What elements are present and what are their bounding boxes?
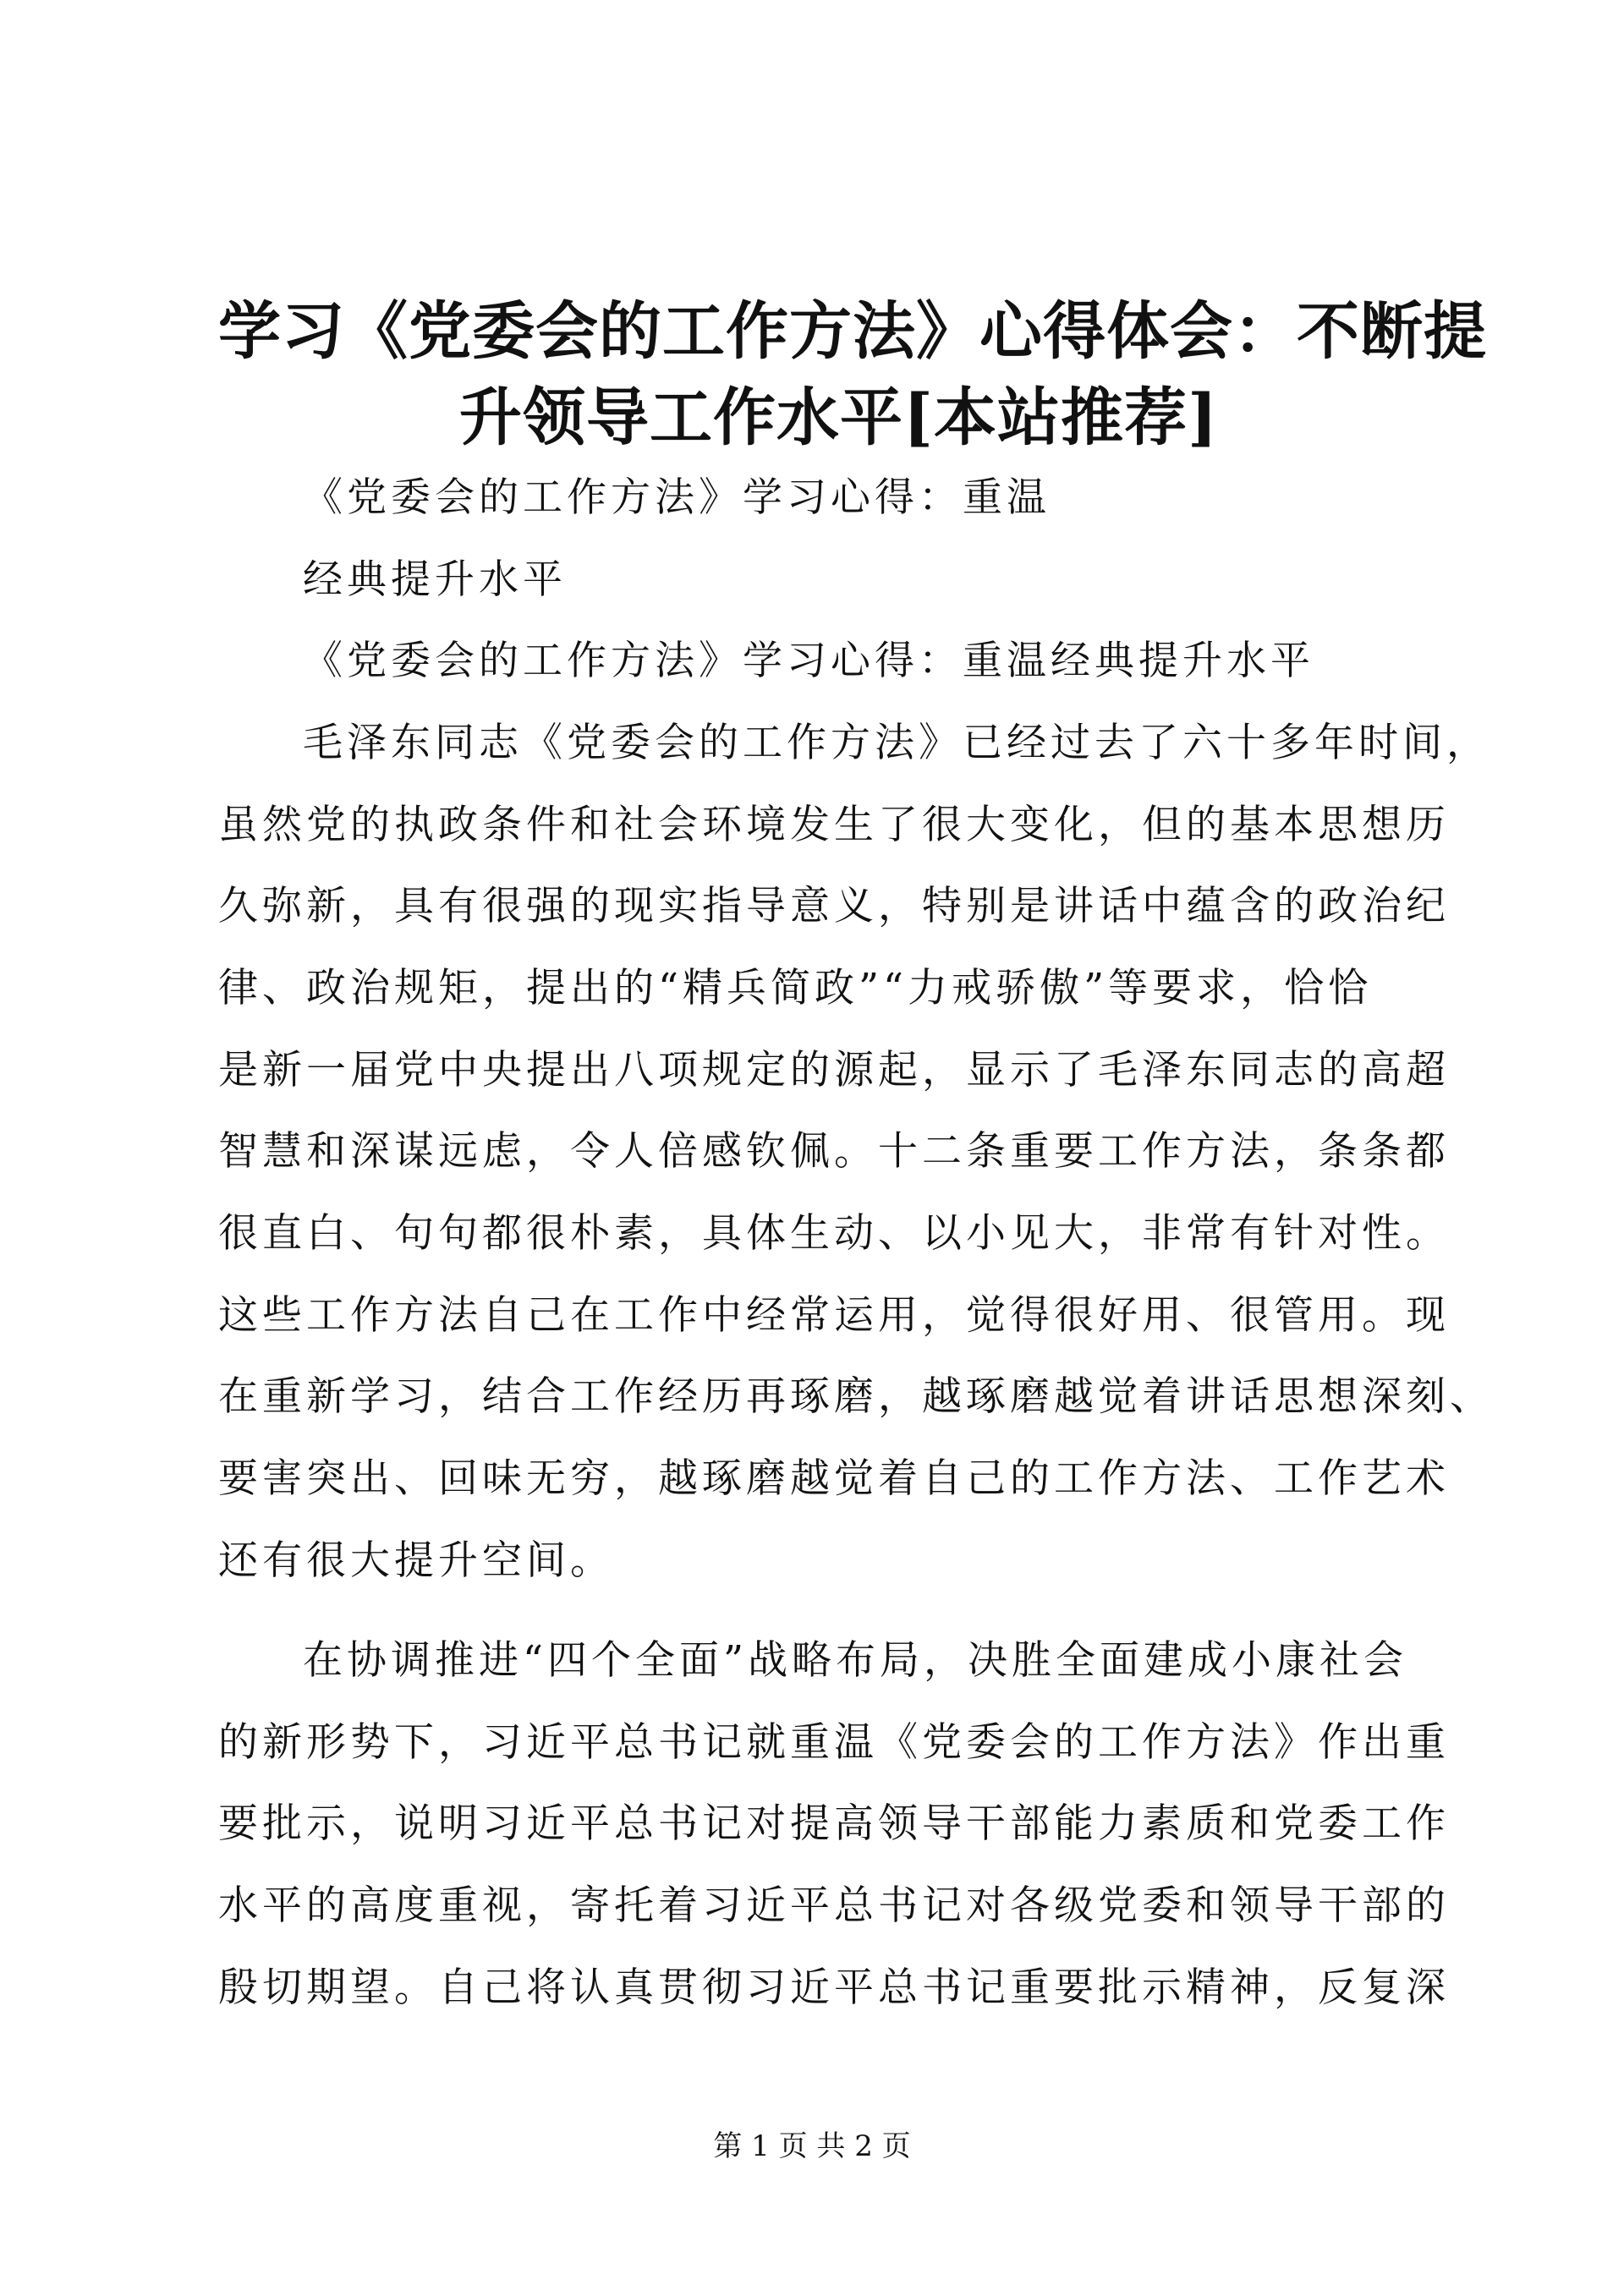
- paragraph-1-line: 在重新学习，结合工作经历再琢磨，越琢磨越觉着讲话思想深刻、: [218, 1373, 1494, 1420]
- paragraph-1-line: 还有很大提升空间。: [218, 1537, 614, 1584]
- page-number-footer: 第 1 页 共 2 页: [713, 2129, 911, 2163]
- paragraph-1-line: 这些工作方法自己在工作中经常运用，觉得很好用、很管用。现: [218, 1292, 1450, 1339]
- paragraph-1-line: 要害突出、回味无穷，越琢磨越觉着自己的工作方法、工作艺术: [218, 1455, 1450, 1502]
- paragraph-1-line: 很直白、句句都很朴素，具体生动、以小见大，非常有针对性。: [218, 1210, 1450, 1257]
- paragraph-1-line: 是新一届党中央提出八项规定的源起，显示了毛泽东同志的高超: [218, 1047, 1450, 1093]
- subtitle-line-2: 经典提升水平: [303, 556, 567, 603]
- paragraph-2-line: 要批示，说明习近平总书记对提高领导干部能力素质和党委工作: [218, 1800, 1450, 1847]
- subtitle-line-1: 《党委会的工作方法》学习心得：重温: [303, 474, 1051, 521]
- paragraph-2-line: 殷切期望。自己将认真贯彻习近平总书记重要批示精神，反复深: [218, 1964, 1450, 2011]
- paragraph-1-line: 久弥新，具有很强的现实指导意义，特别是讲话中蕴含的政治纪: [218, 883, 1450, 929]
- subtitle-line-3: 《党委会的工作方法》学习心得：重温经典提升水平: [303, 638, 1314, 684]
- paragraph-1-line: 虽然党的执政条件和社会环境发生了很大变化，但的基本思想历: [218, 802, 1450, 848]
- paragraph-2-line: 水平的高度重视，寄托着习近平总书记对各级党委和领导干部的: [218, 1882, 1450, 1929]
- document-title-line-1: 学习《党委会的工作方法》心得体会：不断提: [218, 295, 1487, 368]
- paragraph-1-line: 律、政治规矩，提出的“精兵简政”“力戒骄傲”等要求，恰恰: [218, 965, 1373, 1011]
- document-title-line-2: 升领导工作水平[本站推荐]: [459, 381, 1219, 454]
- paragraph-1-line: 毛泽东同志《党委会的工作方法》已经过去了六十多年时间，: [303, 720, 1490, 766]
- paragraph-2-line: 在协调推进“四个全面”战略布局，决胜全面建成小康社会: [303, 1637, 1408, 1684]
- paragraph-1-line: 智慧和深谋远虑，令人倍感钦佩。十二条重要工作方法，条条都: [218, 1128, 1450, 1175]
- paragraph-2-line: 的新形势下，习近平总书记就重温《党委会的工作方法》作出重: [218, 1719, 1450, 1766]
